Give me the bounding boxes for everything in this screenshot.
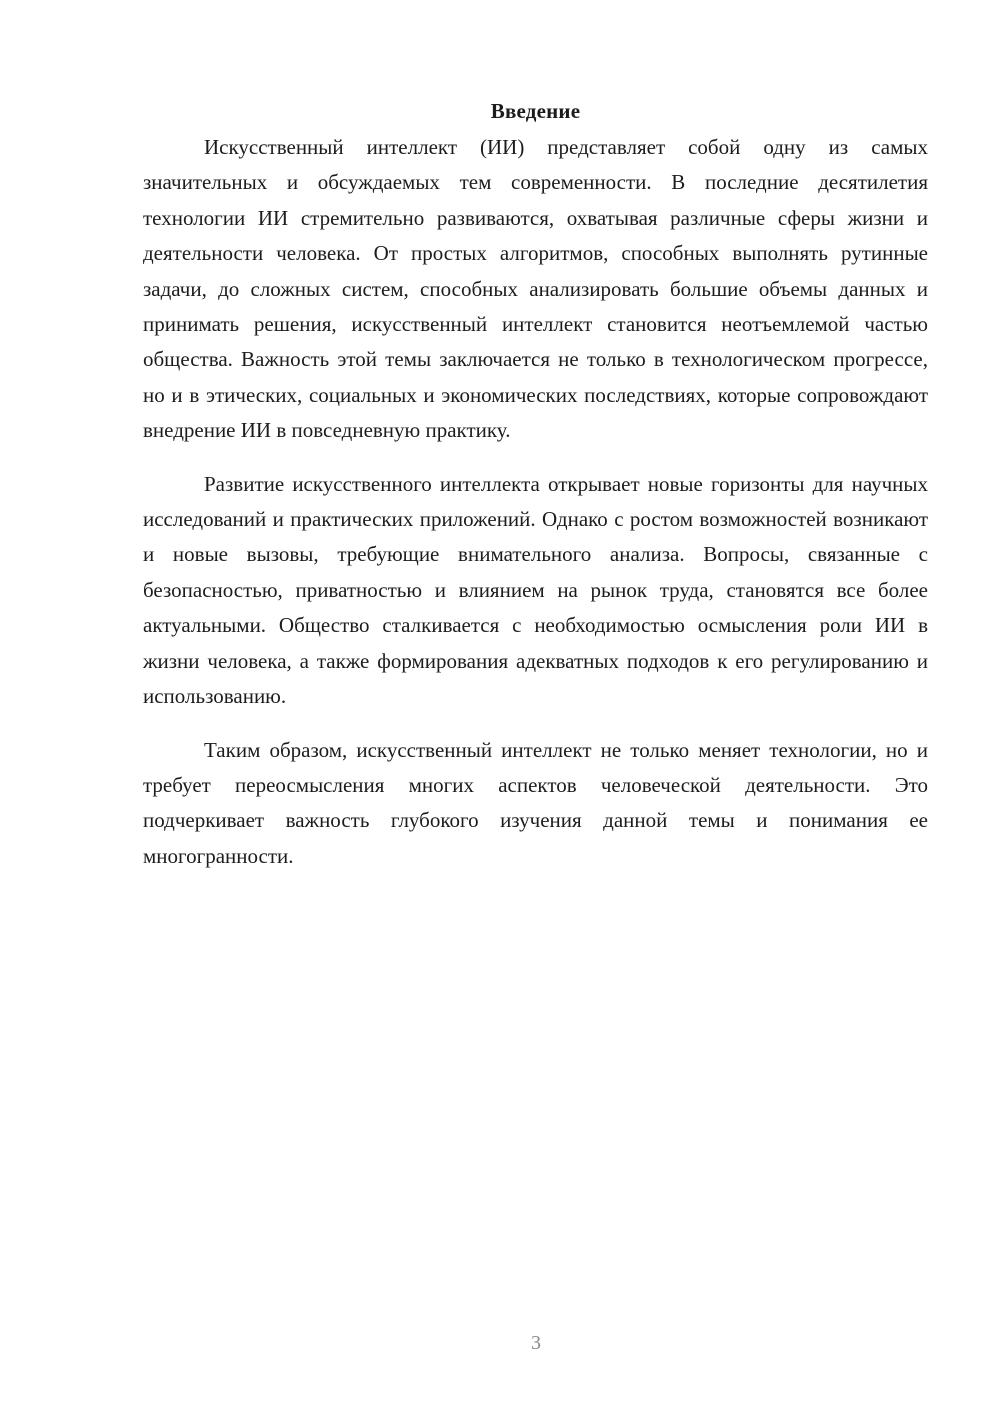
paragraph-1: Искусственный интеллект (ИИ) представляет собой одну из самых значительных и обсуждаемых тем современности. В последние десятилетия технологии ИИ стремительно развиваются, охватывая различные сферы жизни и деятельности человека. От простых алгоритмов, способных выполнять рутинные задачи, до сложных систем, способных анализировать большие объемы данных и принимать решения, искусственный интеллект становится неотъемлемой частью общества. Важность этой темы заключается не только в технологическом прогрессе, но и в этических, социальных и экономических последствиях, которые сопровождают внедрение ИИ в повседневную практику. (143, 135, 928, 443)
page-number: 3 (531, 1332, 541, 1354)
paragraph-3: Таким образом, искусственный интеллект не только меняет технологии, но и требует переосмысления многих аспектов человеческой деятельности. Это подчеркивает важность глубокого изучения данной темы и понимания ее многогранности. (143, 737, 928, 868)
page-content (143, 96, 928, 874)
section-heading: Введение (490, 99, 581, 123)
paragraph-2: Развитие искусственного интеллекта открывает новые горизонты для научных исследований и практических приложений. Однако с ростом возможностей возникают и новые вызовы, требующие внимательного анализа. Вопросы, связанные с безопасностью, приватностью и влиянием на рынок труда, становятся все более актуальными. Общество сталкивается с необходимостью осмысления роли ИИ в жизни человека, а также формирования адекватных подходов к его регулированию и использованию. (143, 471, 928, 709)
